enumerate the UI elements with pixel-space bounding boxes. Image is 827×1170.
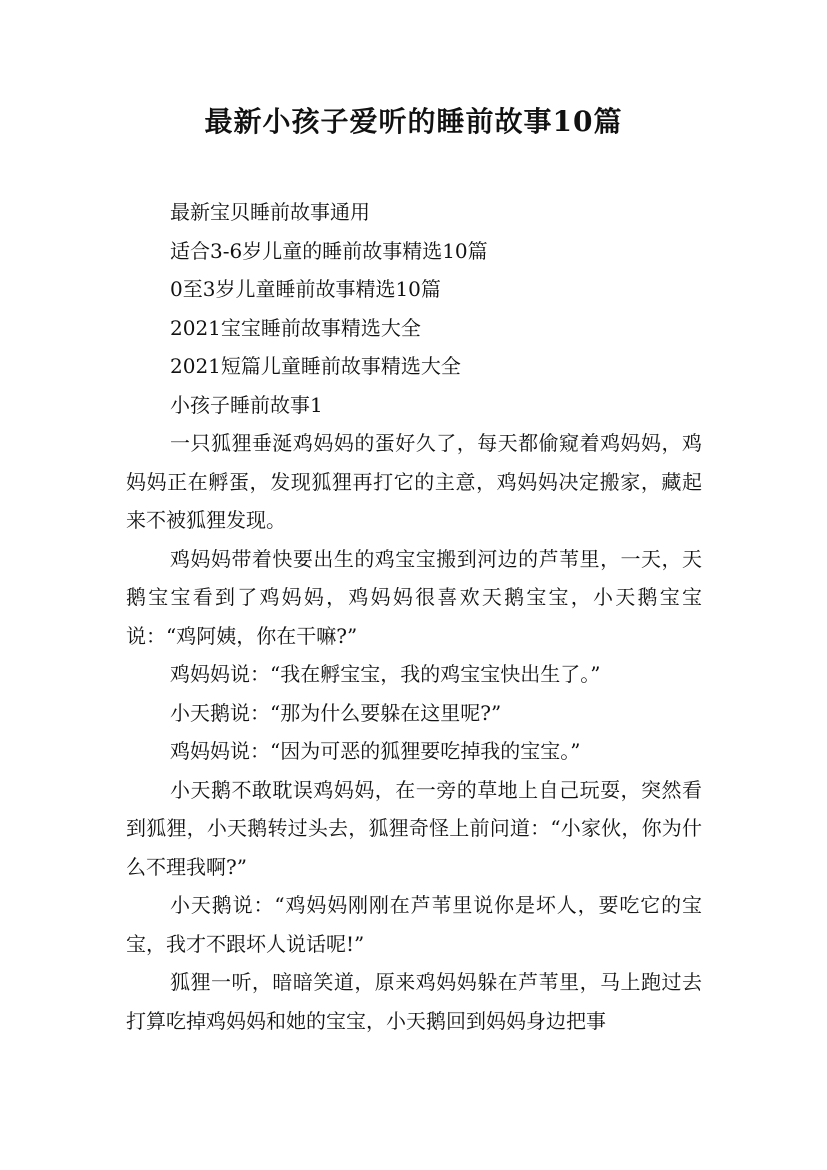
toc-line: 2021宝宝睡前故事精选大全 — [170, 315, 421, 340]
paragraph: 鸡妈妈带着快要出生的鸡宝宝搬到河边的芦苇里，一天，天鹅宝宝看到了鸡妈妈，鸡妈妈很喜欢天鹅宝宝，小天鹅宝宝说：“鸡阿姨，你在干嘛?” — [126, 546, 702, 648]
toc-line: 2021短篇儿童睡前故事精选大全 — [170, 354, 461, 378]
paragraph: 小天鹅说：“那为什么要躲在这里呢?” — [170, 700, 502, 725]
paragraph: 鸡妈妈说：“我在孵宝宝，我的鸡宝宝快出生了。” — [170, 662, 601, 686]
story-heading: 小孩子睡前故事1 — [170, 392, 323, 417]
paragraph: 一只狐狸垂涎鸡妈妈的蛋好久了，每天都偷窥着鸡妈妈，鸡妈妈正在孵蛋，发现狐狸再打它的主意，鸡妈妈决定搬家，藏起来不被狐狸发现。 — [126, 431, 702, 532]
paragraph: 小天鹅不敢耽误鸡妈妈，在一旁的草地上自己玩耍，突然看到狐狸，小天鹅转过头去，狐狸奇怪上前问道：“小家伙，你为什么不理我啊?” — [126, 777, 702, 879]
paragraph: 狐狸一听，暗暗笑道，原来鸡妈妈躲在芦苇里，马上跑过去打算吃掉鸡妈妈和她的宝宝，小天鹅回到妈妈身边把事 — [126, 970, 702, 1033]
document-body — [126, 193, 702, 1040]
toc-line: 适合3-6岁儿童的睡前故事精选10篇 — [170, 238, 488, 263]
toc-line: 0至3岁儿童睡前故事精选10篇 — [170, 277, 441, 301]
document-title: 最新小孩子爱听的睡前故事10篇 — [204, 105, 623, 138]
paragraph: 小天鹅说：“鸡妈妈刚刚在芦苇里说你是坏人，要吃它的宝宝，我才不跟坏人说话呢!” — [126, 893, 702, 956]
paragraph: 鸡妈妈说：“因为可恶的狐狸要吃掉我的宝宝。” — [170, 739, 581, 763]
toc-line: 最新宝贝睡前故事通用 — [170, 200, 370, 224]
